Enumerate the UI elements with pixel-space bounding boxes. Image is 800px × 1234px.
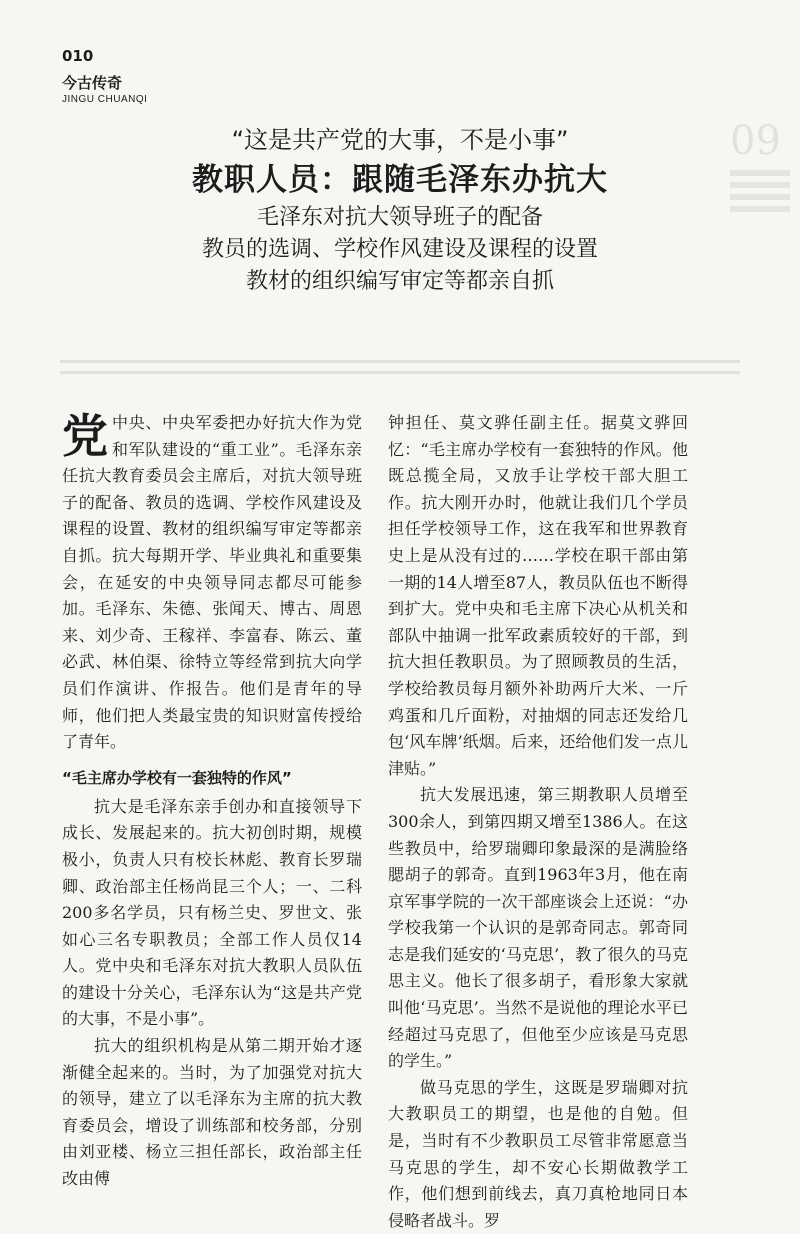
show-through-lines [60, 352, 740, 392]
right-column [388, 410, 688, 1234]
article-header [60, 122, 740, 298]
page-number: 010 [62, 47, 94, 65]
paragraph: 做马克思的学生，这既是罗瑞卿对抗大教职员工的期望，也是他的自勉。但是，当时有不少教职员工尽管非常愿意当马克思的学生，却不安心长期做教学工作，他们想到前线去，真刀真枪地同日本侵略者战斗。罗 [388, 1077, 688, 1230]
paragraph: 钟担任、莫文骅任副主任。据莫文骅回忆：“毛主席办学校有一套独特的作风。他既总揽全局，又放手让学校干部大胆工作。抗大刚开办时，他就让我们几个学员担任学校领导工作，这在我军和世界教育史上是从没有过的……学校在职干部由第一期的14人增至87人，教员队伍也不断得到扩大。党中央和毛主席下决心从机关和部队中抽调一批军政素质较好的干部，到抗大担任教职员。为了照顾教员的生活，学校给教员每月额外补助两斤大米、一斤鸡蛋和几斤面粉，对抽烟的同志还发给几包‘风车牌’纸烟。后来，还给他们发一点儿津贴。” [388, 413, 688, 778]
section-heading: “毛主席办学校有一套独特的作风” [62, 768, 292, 787]
paragraph: 抗大发展迅速，第三期教职人员增至300余人，到第四期又增至1386人。在这些教员中，给罗瑞卿印象最深的是满脸络腮胡子的郭奇。直到1963年3月，他在南京军事学院的一次干部座谈会上还说：“办学校我第一个认识的是郭奇同志。郭奇同志是我们延安的‘马克思’，教了很久的马克思主义。他长了很多胡子，看形象大家就叫他‘马克思’。当然不是说他的理论水平已经超过马克思了，但他至少应该是马克思的学生。” [388, 785, 688, 1071]
subtitle-line: 毛泽东对抗大领导班子的配备 [256, 205, 543, 230]
left-column [62, 410, 362, 1193]
subtitle-line: 教员的选调、学校作风建设及课程的设置 [201, 237, 598, 262]
magazine-pinyin: JINGU CHUANQI [62, 94, 148, 105]
subtitle-line: 教材的组织编写审定等都亲自抓 [245, 269, 554, 294]
main-title: 教职人员：跟随毛泽东办抗大 [192, 162, 608, 198]
paragraph: 抗大的组织机构是从第二期开始才逐渐健全起来的。当时，为了加强党对抗大的领导，建立了以毛泽东为主席的抗大教育委员会，增设了训练部和校务部，分别由刘亚楼、杨立三担任部长，政治部主任改由傅 [62, 1036, 362, 1189]
magazine-name: 今古传奇 [62, 74, 123, 92]
paragraph [62, 410, 362, 756]
show-through-artifact: 09 [730, 118, 800, 218]
paragraph-text: 中央、中央军委把办好抗大作为党和军队建设的“重工业”。毛泽东亲任抗大教育委员会主席后，对抗大领导班子的配备、教员的选调、学校作风建设及课程的设置、教材的组织编写审定等都亲自抓。抗大每期开学、毕业典礼和重要集会，在延安的中央领导同志都尽可能参加。毛泽东、朱德、张闻天、博古、周恩来、刘少奇、王稼祥、李富春、陈云、董必武、林伯渠、徐特立等经常到抗大向学员们作演讲、作报告。他们是青年的导师，他们把人类最宝贵的知识财富传授给了青年。 [62, 413, 362, 752]
drop-cap: 党 [62, 409, 108, 463]
paragraph: 抗大是毛泽东亲手创办和直接领导下成长、发展起来的。抗大初创时期，规模极小，负责人只有校长林彪、教育长罗瑞卿、政治部主任杨尚昆三个人；一、二科200多名学员，只有杨兰史、罗世文、张如心三名专职教员；全部工作人员仅14人。党中央和毛泽东对抗大教职人员队伍的建设十分关心，毛泽东认为“这是共产党的大事，不是小事”。 [62, 796, 362, 1029]
quote-title: “这是共产党的大事，不是小事” [231, 126, 569, 154]
